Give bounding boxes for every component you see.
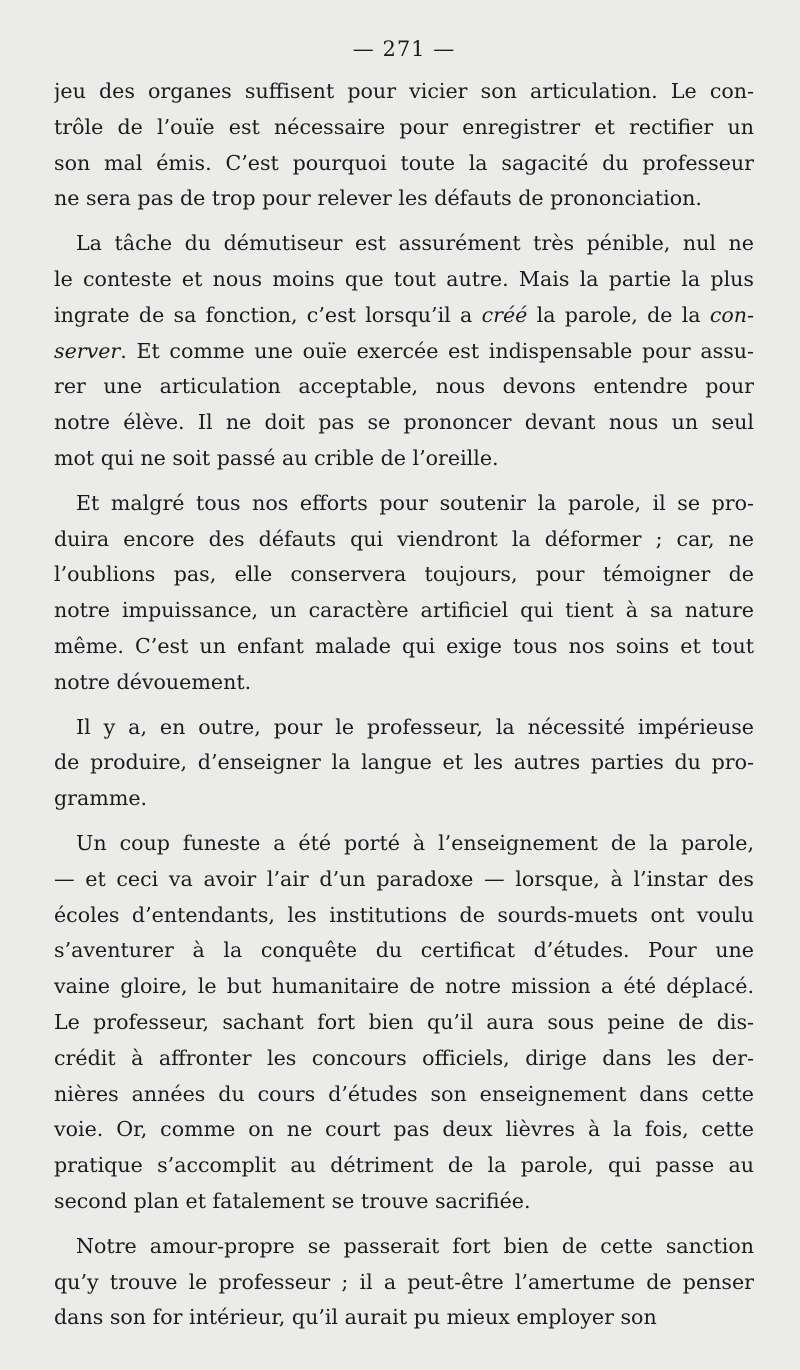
- text-line: notre élève. Il ne doit pas se prononcer devant nous un seul: [54, 410, 754, 435]
- text-line: Un coup funeste a été porté à l’enseignement de la parole,: [76, 830, 754, 855]
- body-text: [54, 74, 754, 1336]
- text-line: server. Et comme une ouïe exercée est indispensable pour assu-: [54, 338, 754, 363]
- text-line: La tâche du démutiseur est assurément très pénible, nul ne: [76, 231, 754, 256]
- paragraph: [54, 826, 754, 1220]
- text-line: dans son for intérieur, qu’il aurait pu mieux employer son: [54, 1305, 657, 1330]
- text-line: trôle de l’ouïe est nécessaire pour enregistrer et rectifier un: [54, 114, 754, 139]
- text-line: mot qui ne soit passé au crible de l’oreille.: [54, 445, 499, 470]
- paragraph-gap: [54, 1220, 754, 1229]
- text-line: Et malgré tous nos efforts pour soutenir la parole, il se pro-: [76, 490, 754, 515]
- paragraph-gap: [54, 217, 754, 226]
- text-line: Il y a, en outre, pour le professeur, la nécessité impérieuse: [76, 714, 754, 739]
- text-line: Notre amour-propre se passerait fort bien de cette sanction: [76, 1233, 754, 1258]
- text-line: écoles d’entendants, les institutions de sourds-muets ont voulu: [54, 902, 754, 927]
- paragraph: [54, 226, 754, 477]
- text-line: crédit à affronter les concours officiels, dirige dans les der-: [54, 1045, 754, 1070]
- text-line: ingrate de sa fonction, c’est lorsqu’il a créé la parole, de la con-: [54, 302, 754, 327]
- text-line: de produire, d’enseigner la langue et les autres parties du pro-: [54, 750, 754, 775]
- text-line: nières années du cours d’études son enseignement dans cette: [54, 1081, 754, 1106]
- paragraph: [54, 74, 754, 217]
- page-number: — 271 —: [352, 37, 456, 61]
- text-line: rer une articulation acceptable, nous devons entendre pour: [54, 374, 754, 399]
- paragraph-gap: [54, 817, 754, 826]
- text-line: notre dévouement.: [54, 669, 252, 694]
- text-line: Le professeur, sachant fort bien qu’il aura sous peine de dis-: [54, 1009, 754, 1034]
- text-line: notre impuissance, un caractère artificiel qui tient à sa nature: [54, 598, 754, 623]
- text-line: l’oublions pas, elle conservera toujours, pour témoigner de: [54, 562, 754, 587]
- text-line: duira encore des défauts qui viendront la déformer ; car, ne: [54, 526, 754, 551]
- text-line: qu’y trouve le professeur ; il a peut-être l’amertume de penser: [54, 1269, 754, 1294]
- text-line: — et ceci va avoir l’air d’un paradoxe — lorsque, à l’instar des: [54, 866, 754, 891]
- paragraph-gap: [54, 701, 754, 710]
- text-line: même. C’est un enfant malade qui exige tous nos soins et tout: [54, 633, 754, 658]
- text-line: vaine gloire, le but humanitaire de notre mission a été déplacé.: [54, 974, 754, 999]
- text-line: second plan et fatalement se trouve sacrifiée.: [54, 1188, 531, 1213]
- paragraph-gap: [54, 477, 754, 486]
- text-line: jeu des organes suffisent pour vicier son articulation. Le con-: [54, 79, 754, 103]
- text-line: voie. Or, comme on ne court pas deux lièvres à la fois, cette: [54, 1117, 754, 1142]
- text-line: s’aventurer à la conquête du certificat d’études. Pour une: [54, 938, 754, 963]
- text-line: son mal émis. C’est pourquoi toute la sagacité du professeur: [54, 150, 754, 175]
- text-line: ne sera pas de trop pour relever les défauts de prononciation.: [54, 186, 702, 211]
- paragraph: [54, 710, 754, 817]
- text-line: pratique s’accomplit au détriment de la parole, qui passe au: [54, 1153, 754, 1178]
- paragraph: [54, 486, 754, 701]
- paragraph: [54, 1229, 754, 1336]
- text-line: gramme.: [54, 786, 148, 811]
- text-line: le conteste et nous moins que tout autre. Mais la partie la plus: [54, 266, 754, 291]
